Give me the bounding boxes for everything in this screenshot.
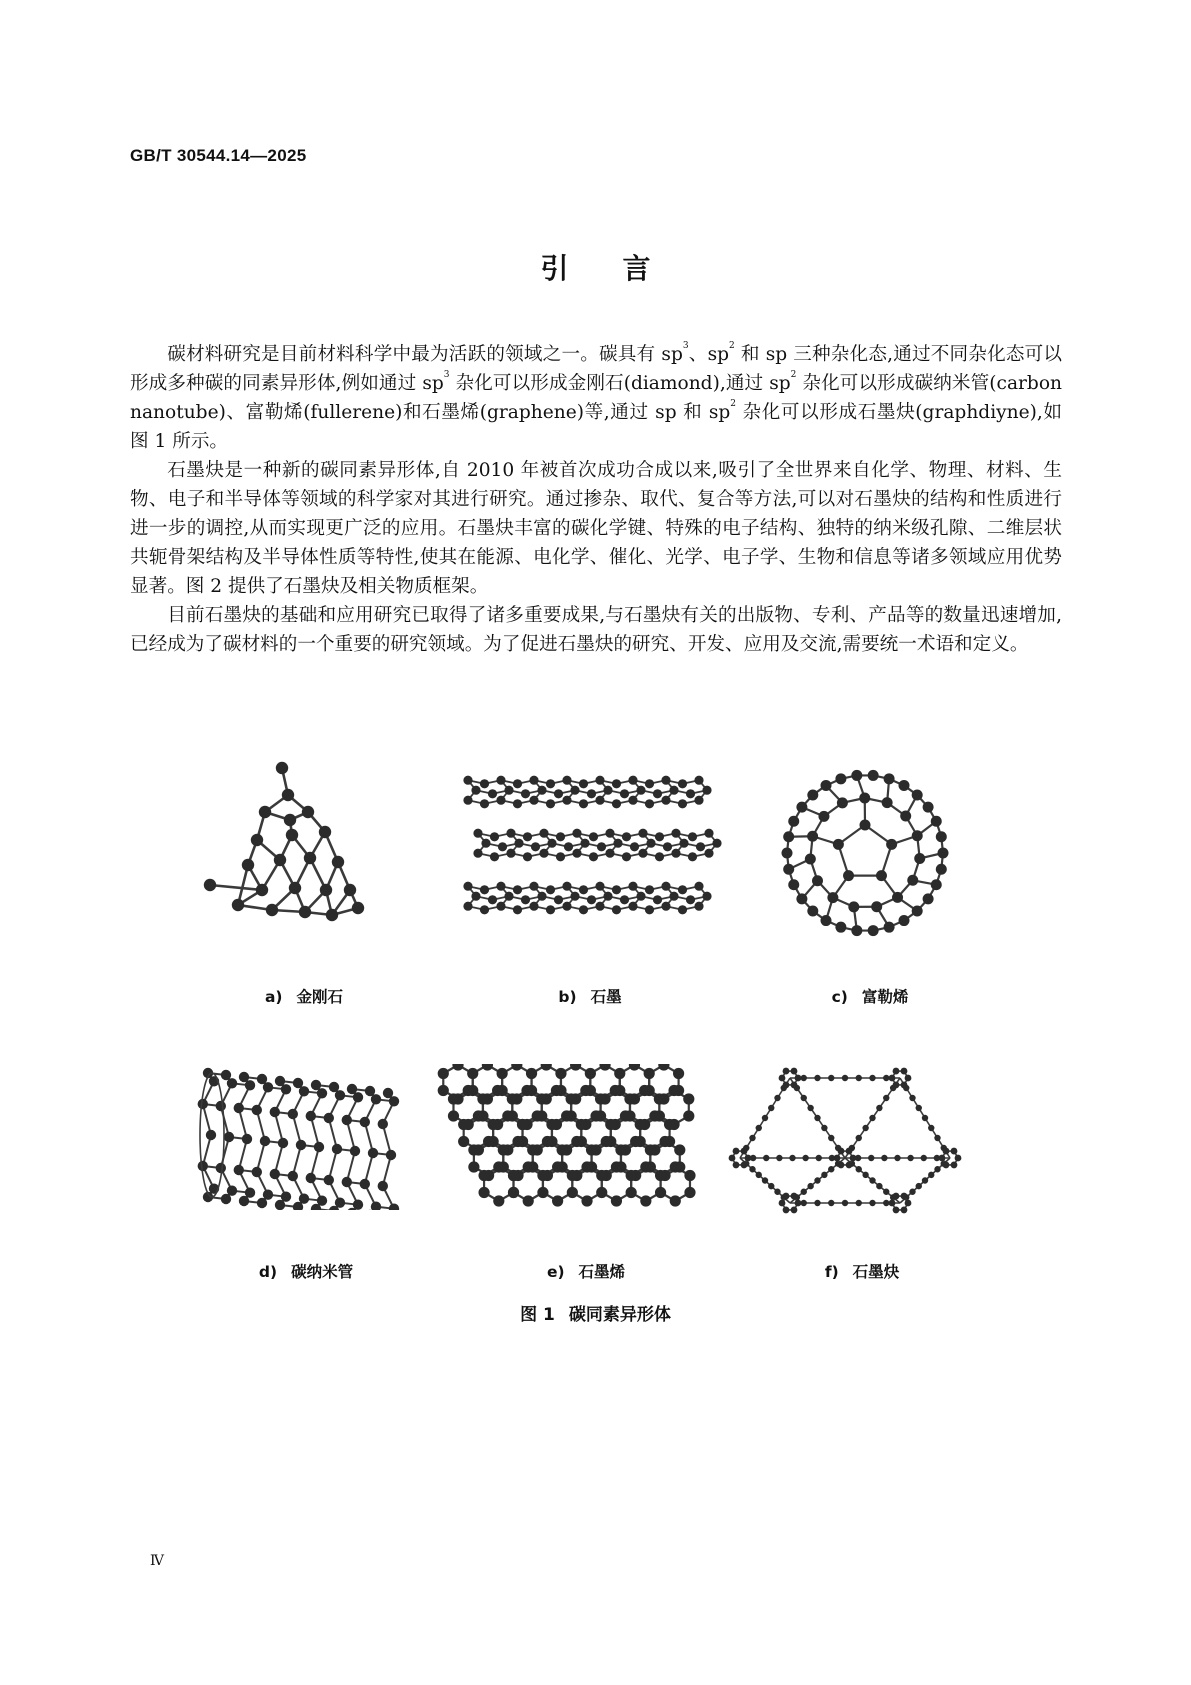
page-number: Ⅳ	[150, 1553, 164, 1569]
figure-caption: 图 1 碳同素异形体	[520, 1305, 671, 1325]
graphdiyne-structure-icon	[720, 1058, 990, 1218]
diamond-structure-icon	[200, 760, 400, 940]
page-title: 引言	[540, 252, 705, 285]
standard-code: GB/T 30544.14—2025	[130, 146, 307, 165]
graphite-structure-icon	[450, 770, 730, 935]
paragraph-1: 碳材料研究是目前材料科学中最为活跃的领域之一。碳具有 $sp^3$、$sp^2$ 和 sp 三种杂化态,通过不同杂化态可以形成多种碳的同素异形体,例如通过 $sp^3$ 杂化可以形成金刚石(diamond),通过 $sp^2$ 杂化可以形成碳纳米管(carbon nanotube)、富勒烯(fullerene)和石墨烯(graphene)等,通过 sp 和 $sp^2$ 杂化可以形成石墨炔(graphdiyne),如图 1 所示。	[130, 341, 1062, 452]
subcaption-e: e) 石墨烯	[546, 1263, 626, 1281]
paragraph-3: 目前石墨炔的基础和应用研究已取得了诸多重要成果,与石墨炔有关的出版物、专利、产品等的数量迅速增加,已经成为了碳材料的一个重要的研究领域。为了促进石墨炔的研究、开发、应用及交流,需要统一术语和定义。	[130, 605, 1062, 655]
fullerene-structure-icon	[780, 768, 950, 938]
subcaption-d: d) 碳纳米管	[258, 1263, 354, 1281]
graphene-structure-icon	[436, 1064, 696, 1214]
subcaption-a: a) 金刚石	[264, 988, 344, 1006]
intro-body	[130, 340, 1062, 659]
paragraph-2: 石墨炔是一种新的碳同素异形体,自 2010 年被首次成功合成以来,吸引了全世界来自化学、物理、材料、生物、电子和半导体等领域的科学家对其进行研究。通过掺杂、取代、复合等方法,可以对石墨炔的结构和性质进行进一步的调控,从而实现更广泛的应用。石墨炔丰富的碳化学键、特殊的电子结构、独特的纳米级孔隙、二维层状共轭骨架结构及半导体性质等特性,使其在能源、电化学、催化、光学、电子学、生物和信息等诸多领域应用优势显著。图 2 提供了石墨炔及相关物质框架。	[130, 460, 1062, 597]
subcaption-c: c) 富勒烯	[831, 988, 909, 1006]
subcaption-b: b) 石墨	[558, 988, 622, 1006]
carbon-nanotube-structure-icon	[196, 1060, 416, 1210]
subcaption-f: f) 石墨炔	[824, 1263, 900, 1281]
